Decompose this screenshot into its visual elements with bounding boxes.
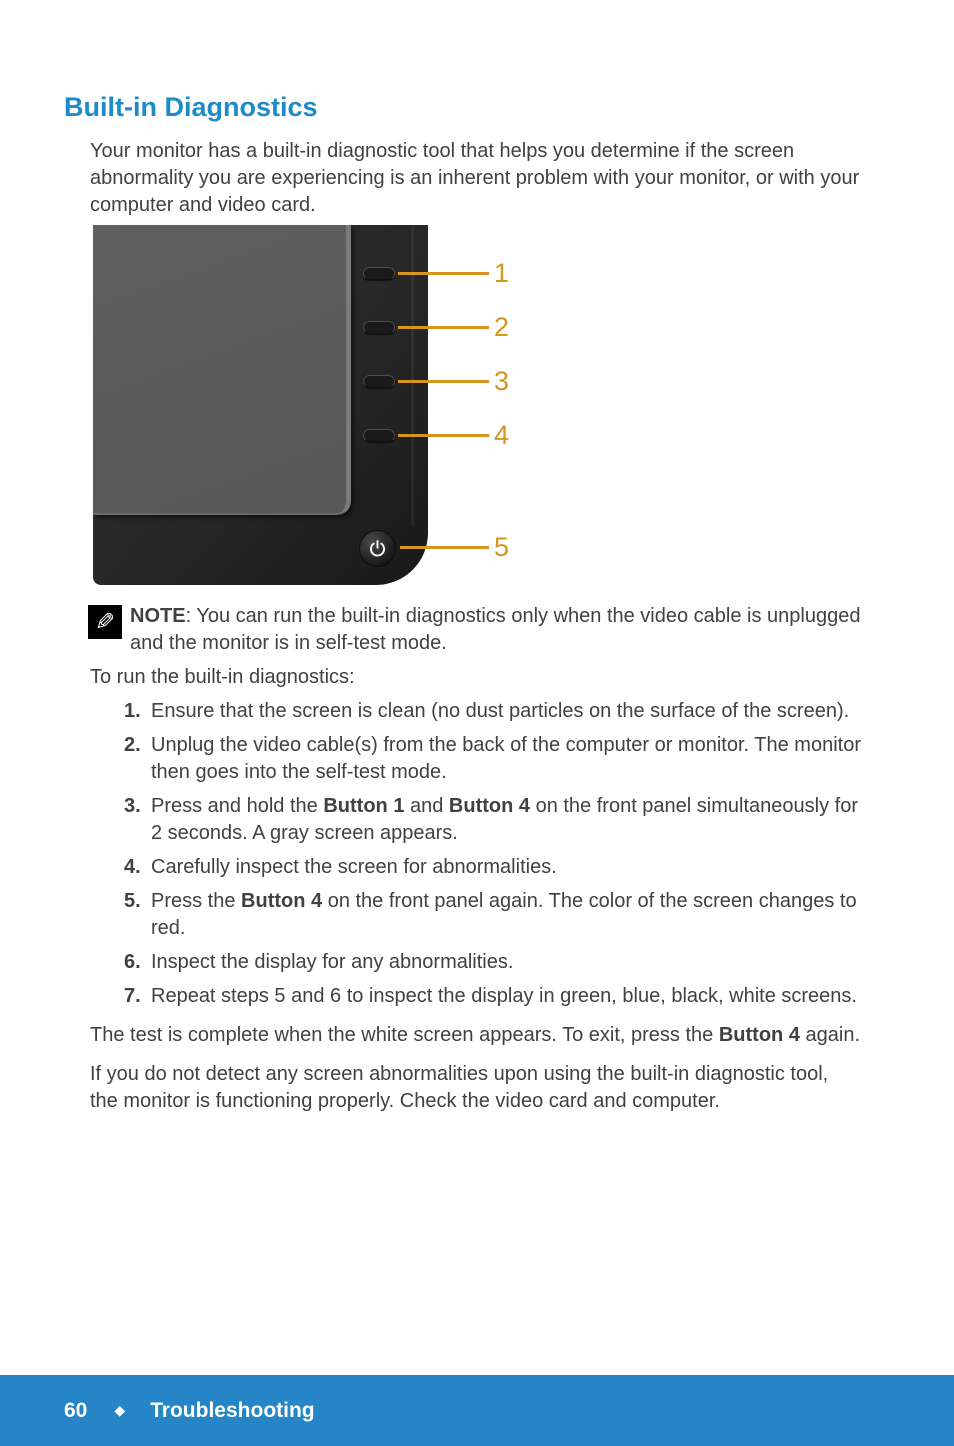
steps-intro: To run the built-in diagnostics: bbox=[90, 666, 355, 688]
step-number: 7. bbox=[124, 985, 141, 1007]
step-text: Press and hold the Button 1 and Button 4 on the front panel simultaneously for 2 seconds. A gray screen appears. bbox=[151, 795, 858, 844]
note-block bbox=[88, 603, 954, 657]
step-number: 5. bbox=[124, 890, 141, 912]
step-number: 1. bbox=[124, 700, 141, 722]
monitor-button-2 bbox=[363, 321, 395, 334]
step-number: 4. bbox=[124, 856, 141, 878]
monitor-body bbox=[93, 225, 428, 585]
note-label: NOTE bbox=[130, 605, 186, 627]
intro-paragraph: Your monitor has a built-in diagnostic tool that helps you determine if the screen abnormality you are experiencing is an inherent problem with your monitor, or with your computer and video card. bbox=[90, 140, 860, 216]
callout-line-2 bbox=[398, 326, 489, 329]
step-7 bbox=[124, 983, 954, 1010]
step-number: 2. bbox=[124, 734, 141, 756]
step-number: 6. bbox=[124, 951, 141, 973]
step-text: Inspect the display for any abnormalities. bbox=[151, 951, 514, 973]
callout-line-3 bbox=[398, 380, 489, 383]
note-body: : You can run the built-in diagnostics only when the video cable is unplugged and the monitor is in self-test mode. bbox=[130, 605, 861, 654]
callout-number-4: 4 bbox=[494, 420, 510, 450]
step-text: Carefully inspect the screen for abnormalities. bbox=[151, 856, 557, 878]
power-button bbox=[359, 530, 396, 567]
step-4 bbox=[124, 854, 954, 881]
step-5 bbox=[124, 888, 954, 942]
note-text bbox=[130, 603, 866, 657]
power-icon bbox=[368, 539, 387, 558]
step-number: 3. bbox=[124, 795, 141, 817]
page-title: Built-in Diagnostics bbox=[64, 92, 318, 122]
step-text: Unplug the video cable(s) from the back of the computer or monitor. The monitor then goes into the self-test mode. bbox=[151, 734, 861, 783]
step-text: Ensure that the screen is clean (no dust particles on the surface of the screen). bbox=[151, 700, 850, 722]
callout-number-5: 5 bbox=[494, 532, 510, 562]
callout-number-2: 2 bbox=[494, 312, 510, 342]
bezel-seam bbox=[411, 225, 414, 525]
steps-list bbox=[124, 698, 954, 1010]
monitor-button-1 bbox=[363, 267, 395, 280]
note-pencil-icon: ✎ bbox=[88, 605, 122, 639]
callout-line-1 bbox=[398, 272, 489, 275]
step-2 bbox=[124, 732, 954, 786]
callout-number-3: 3 bbox=[494, 366, 510, 396]
monitor-illustration bbox=[93, 225, 633, 585]
step-1 bbox=[124, 698, 954, 725]
callout-line-5 bbox=[400, 546, 489, 549]
monitor-button-4 bbox=[363, 429, 395, 442]
footer-bar bbox=[0, 1375, 954, 1446]
footer-section-title: Troubleshooting bbox=[150, 1398, 315, 1422]
step-6 bbox=[124, 949, 954, 976]
callout-line-4 bbox=[398, 434, 489, 437]
step-text: Press the Button 4 on the front panel again. The color of the screen changes to red. bbox=[151, 890, 857, 939]
monitor-button-3 bbox=[363, 375, 395, 388]
monitor-screen bbox=[93, 225, 351, 515]
step-text: Repeat steps 5 and 6 to inspect the display in green, blue, black, white screens. bbox=[151, 985, 857, 1007]
closing-paragraph-1: The test is complete when the white screen appears. To exit, press the Button 4 again. bbox=[90, 1024, 861, 1046]
closing-paragraph-2: If you do not detect any screen abnormalities upon using the built-in diagnostic tool, the monitor is functioning properly. Check the video card and computer. bbox=[90, 1063, 829, 1112]
callout-number-1: 1 bbox=[494, 258, 510, 288]
diamond-icon: ◆ bbox=[114, 1402, 126, 1419]
footer-page-number: 60 bbox=[64, 1398, 88, 1422]
step-3 bbox=[124, 793, 954, 847]
